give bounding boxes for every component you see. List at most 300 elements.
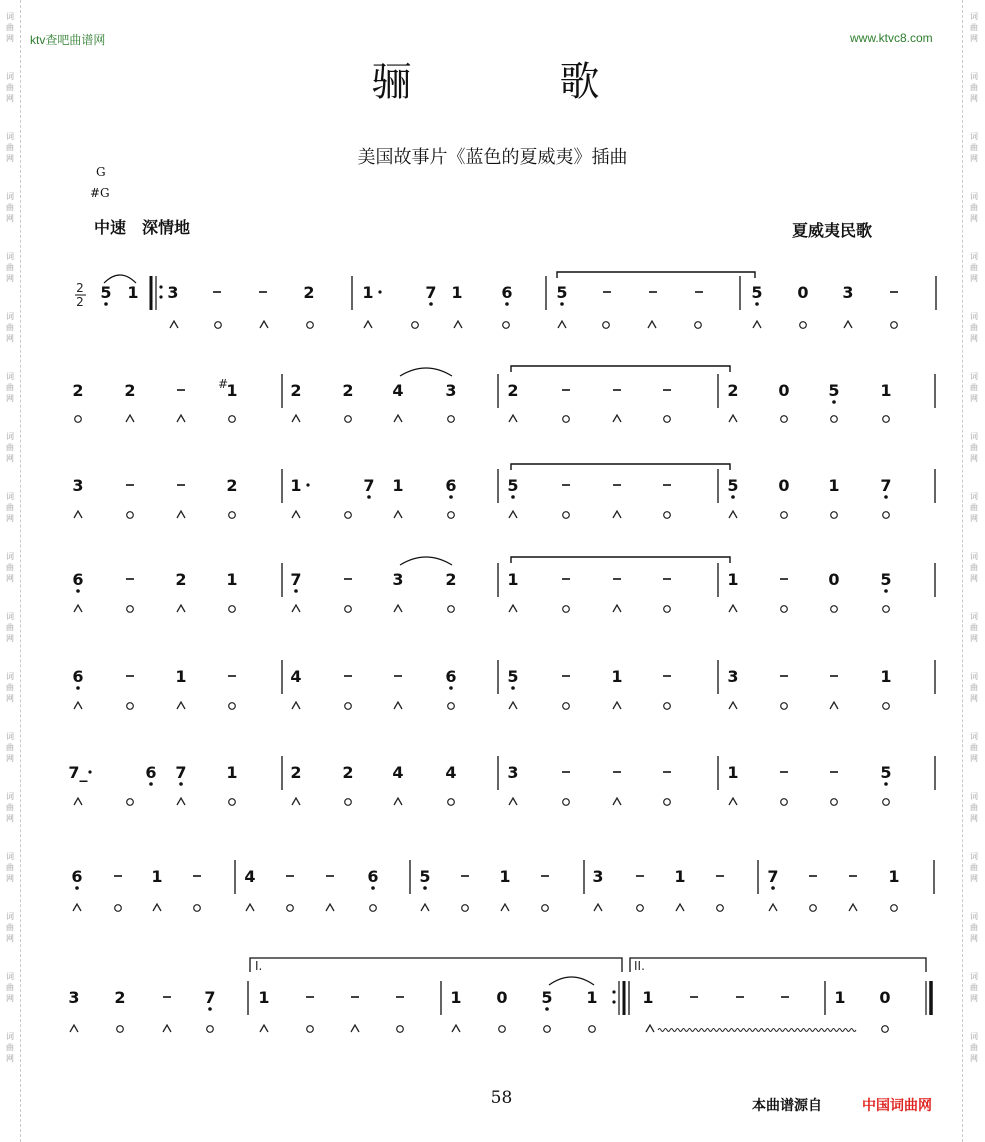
note-3: 3	[72, 476, 84, 495]
weak-beat-mark	[563, 416, 570, 423]
note-7_: 7_	[68, 763, 88, 782]
note-3: 3	[592, 867, 604, 886]
note-1: 1	[127, 283, 139, 302]
note-5: 5	[727, 476, 739, 495]
note-5: 5	[100, 283, 112, 302]
weak-beat-mark	[127, 799, 134, 806]
strong-beat-mark	[613, 702, 621, 709]
side-watermark-char: 网	[6, 574, 14, 583]
note-3: 3	[68, 988, 80, 1007]
low-octave-dot	[294, 589, 298, 593]
side-watermark-char: 词	[970, 252, 978, 261]
note-3: 3	[727, 667, 739, 686]
side-watermark-char: 曲	[6, 203, 14, 212]
low-octave-dot	[75, 886, 79, 890]
side-watermark-char: 词	[970, 732, 978, 741]
weak-beat-mark	[781, 606, 788, 613]
note-1: 1	[362, 283, 374, 302]
side-watermark-char: 曲	[970, 203, 978, 212]
note-6: 6	[71, 867, 83, 886]
note-1: 1	[586, 988, 598, 1007]
low-octave-dot	[76, 686, 80, 690]
note-1: 1	[226, 570, 238, 589]
note-7: 7	[363, 476, 375, 495]
weak-beat-mark	[831, 416, 838, 423]
low-octave-dot	[505, 302, 509, 306]
ktvc8-url-link[interactable]: www.ktvc8.com	[850, 31, 933, 45]
low-octave-dot	[371, 886, 375, 890]
strong-beat-mark	[74, 702, 82, 709]
note-2: 2	[290, 381, 302, 400]
strong-beat-mark	[170, 321, 178, 328]
key-signature-line1: G	[96, 165, 106, 179]
note-1: 1	[151, 867, 163, 886]
side-watermark-char: 词	[6, 1032, 14, 1041]
strong-beat-mark	[394, 798, 402, 805]
side-watermark-char: 曲	[6, 503, 14, 512]
note-0: 0	[828, 570, 840, 589]
strong-beat-mark	[394, 702, 402, 709]
strong-beat-mark	[729, 798, 737, 805]
low-octave-dot	[423, 886, 427, 890]
side-watermark-char: 曲	[6, 623, 14, 632]
side-watermark-char: 网	[6, 634, 14, 643]
side-watermark-char: 词	[6, 912, 14, 921]
side-watermark-char: 网	[970, 274, 978, 283]
strong-beat-mark	[729, 511, 737, 518]
strong-beat-mark	[594, 904, 602, 911]
side-watermark-char: 曲	[970, 263, 978, 272]
strong-beat-mark	[292, 415, 300, 422]
strong-beat-mark	[509, 415, 517, 422]
weak-beat-mark	[542, 905, 549, 912]
second-ending-bracket	[630, 958, 926, 972]
strong-beat-mark	[501, 904, 509, 911]
side-watermark-char: 曲	[6, 803, 14, 812]
low-octave-dot	[755, 302, 759, 306]
weak-beat-mark	[781, 703, 788, 710]
side-watermark-char: 词	[6, 432, 14, 441]
strong-beat-mark	[844, 321, 852, 328]
note-5: 5	[541, 988, 553, 1007]
side-watermark-char: 词	[6, 552, 14, 561]
note-7: 7	[880, 476, 892, 495]
side-watermark-char: 词	[970, 12, 978, 21]
weak-beat-mark	[462, 905, 469, 912]
weak-beat-mark	[127, 512, 134, 519]
augmentation-dot	[378, 290, 381, 293]
note-1: 1	[175, 667, 187, 686]
key-signature-line2: #G	[90, 186, 110, 200]
weak-beat-mark	[448, 799, 455, 806]
weak-beat-mark	[563, 606, 570, 613]
strong-beat-mark	[177, 702, 185, 709]
weak-beat-mark	[448, 703, 455, 710]
weak-beat-mark	[781, 512, 788, 519]
weak-beat-mark	[664, 799, 671, 806]
strong-beat-mark	[364, 321, 372, 328]
side-watermark-char: 曲	[6, 443, 14, 452]
side-watermark-char: 词	[970, 792, 978, 801]
weak-beat-mark	[883, 512, 890, 519]
weak-beat-mark	[397, 1026, 404, 1033]
note-6: 6	[445, 667, 457, 686]
side-watermark-char: 曲	[970, 563, 978, 572]
side-watermark-char: 词	[6, 72, 14, 81]
side-watermark-char: 词	[6, 672, 14, 681]
weak-beat-mark	[637, 905, 644, 912]
note-6: 6	[72, 667, 84, 686]
time-signature-top: 2	[76, 281, 84, 295]
strong-beat-mark	[509, 511, 517, 518]
strong-beat-mark	[613, 798, 621, 805]
note-1: 1	[226, 381, 238, 400]
side-watermark-char: 网	[970, 934, 978, 943]
note-4: 4	[244, 867, 256, 886]
tie-slur	[549, 977, 594, 985]
ktvc8-name-link[interactable]: ktv查吧曲谱网	[30, 33, 106, 47]
augmentation-dot	[306, 483, 309, 486]
weak-beat-mark	[831, 512, 838, 519]
side-watermark-char: 曲	[970, 623, 978, 632]
note-7: 7	[425, 283, 437, 302]
note-1: 1	[392, 476, 404, 495]
strong-beat-mark	[648, 321, 656, 328]
side-watermark-char: 网	[970, 34, 978, 43]
weak-beat-mark	[891, 905, 898, 912]
low-octave-dot	[208, 1007, 212, 1011]
weak-beat-mark	[883, 703, 890, 710]
strong-beat-mark	[394, 415, 402, 422]
side-watermark-char: 曲	[6, 23, 14, 32]
side-watermark-char: 网	[6, 874, 14, 883]
strong-beat-mark	[509, 605, 517, 612]
note-1: 1	[499, 867, 511, 886]
side-watermark-char: 词	[970, 612, 978, 621]
strong-beat-mark	[292, 702, 300, 709]
weak-beat-mark	[503, 322, 510, 329]
side-watermark-char: 词	[6, 972, 14, 981]
strong-beat-mark	[769, 904, 777, 911]
strong-beat-mark	[753, 321, 761, 328]
strong-beat-mark	[509, 702, 517, 709]
note-2: 2	[72, 381, 84, 400]
page-number: 58	[490, 1088, 513, 1108]
side-watermark-char: 曲	[970, 143, 978, 152]
side-watermark-char: 网	[6, 934, 14, 943]
weak-beat-mark	[664, 703, 671, 710]
first-ending-bracket	[250, 958, 622, 972]
weak-beat-mark	[345, 606, 352, 613]
note-2: 2	[226, 476, 238, 495]
side-watermark-char: 曲	[970, 683, 978, 692]
side-watermark-char: 网	[6, 94, 14, 103]
weak-beat-mark	[544, 1026, 551, 1033]
repeat-dot	[159, 295, 162, 298]
weak-beat-mark	[664, 416, 671, 423]
side-watermark-char: 曲	[970, 743, 978, 752]
note-7: 7	[767, 867, 779, 886]
side-watermark-char: 词	[970, 1032, 978, 1041]
note-4: 4	[392, 763, 404, 782]
note-5: 5	[419, 867, 431, 886]
side-watermark-char: 网	[6, 154, 14, 163]
side-watermark-char: 网	[6, 274, 14, 283]
strong-beat-mark	[246, 904, 254, 911]
side-watermark-char: 词	[6, 852, 14, 861]
weak-beat-mark	[810, 905, 817, 912]
side-watermark-char: 曲	[6, 923, 14, 932]
note-0: 0	[778, 381, 790, 400]
side-watermark-char: 网	[970, 454, 978, 463]
side-watermark-char: 曲	[6, 1043, 14, 1052]
weak-beat-mark	[117, 1026, 124, 1033]
side-watermark-char: 网	[6, 454, 14, 463]
strong-beat-mark	[421, 904, 429, 911]
weak-beat-mark	[215, 322, 222, 329]
strong-beat-mark	[452, 1025, 460, 1032]
weak-beat-mark	[883, 606, 890, 613]
strong-beat-mark	[326, 904, 334, 911]
strong-beat-mark	[177, 415, 185, 422]
weak-beat-mark	[882, 1026, 889, 1033]
note-7: 7	[204, 988, 216, 1007]
side-watermark-char: 词	[970, 852, 978, 861]
strong-beat-mark	[74, 605, 82, 612]
weak-beat-mark	[664, 512, 671, 519]
side-watermark-char: 网	[970, 694, 978, 703]
note-4: 4	[290, 667, 302, 686]
song-title: 骊 歌	[371, 59, 654, 105]
side-watermark-char: 词	[970, 132, 978, 141]
weak-beat-mark	[891, 322, 898, 329]
note-4: 4	[392, 381, 404, 400]
weak-beat-mark	[229, 799, 236, 806]
side-watermark-char: 网	[970, 1054, 978, 1063]
side-watermark-char: 网	[6, 1054, 14, 1063]
side-watermark-char: 词	[6, 732, 14, 741]
side-watermark-char: 网	[6, 514, 14, 523]
note-5: 5	[880, 763, 892, 782]
weak-beat-mark	[883, 799, 890, 806]
side-watermark-char: 曲	[970, 503, 978, 512]
weak-beat-mark	[194, 905, 201, 912]
strong-beat-mark	[177, 511, 185, 518]
note-1: 1	[880, 381, 892, 400]
side-watermark-char: 词	[6, 192, 14, 201]
weak-beat-mark	[207, 1026, 214, 1033]
first-ending-label: I.	[255, 959, 263, 973]
side-watermark-char: 网	[6, 394, 14, 403]
note-7: 7	[175, 763, 187, 782]
note-1: 1	[290, 476, 302, 495]
note-2: 2	[445, 570, 457, 589]
tie-slur	[104, 275, 136, 283]
note-2: 2	[114, 988, 126, 1007]
side-watermark-char: 词	[970, 552, 978, 561]
side-watermark-char: 词	[970, 972, 978, 981]
low-octave-dot	[449, 686, 453, 690]
side-watermark-char: 词	[970, 672, 978, 681]
weak-beat-mark	[563, 799, 570, 806]
weak-beat-mark	[589, 1026, 596, 1033]
strong-beat-mark	[260, 1025, 268, 1032]
note-6: 6	[145, 763, 157, 782]
song-subtitle: 美国故事片《蓝色的夏威夷》插曲	[357, 147, 628, 168]
side-watermark-char: 曲	[970, 83, 978, 92]
strong-beat-mark	[126, 415, 134, 422]
tie-slur	[400, 557, 452, 565]
strong-beat-mark	[509, 798, 517, 805]
weak-beat-mark	[229, 606, 236, 613]
weak-beat-mark	[127, 606, 134, 613]
side-watermark-char: 词	[970, 192, 978, 201]
strong-beat-mark	[558, 321, 566, 328]
weak-beat-mark	[448, 512, 455, 519]
strong-beat-mark	[163, 1025, 171, 1032]
low-octave-dot	[884, 495, 888, 499]
weak-beat-mark	[345, 416, 352, 423]
note-2: 2	[175, 570, 187, 589]
weak-beat-mark	[448, 416, 455, 423]
strong-beat-mark	[260, 321, 268, 328]
side-watermark-char: 曲	[970, 803, 978, 812]
note-2: 2	[290, 763, 302, 782]
strong-beat-mark	[74, 798, 82, 805]
weak-beat-mark	[307, 322, 314, 329]
note-0: 0	[797, 283, 809, 302]
note-3: 3	[842, 283, 854, 302]
low-octave-dot	[884, 589, 888, 593]
side-watermark-char: 曲	[970, 443, 978, 452]
side-watermark-char: 曲	[6, 383, 14, 392]
strong-beat-mark	[177, 605, 185, 612]
side-watermark-char: 曲	[6, 683, 14, 692]
low-octave-dot	[545, 1007, 549, 1011]
weak-beat-mark	[229, 703, 236, 710]
low-octave-dot	[179, 782, 183, 786]
long-tie-bracket	[511, 366, 730, 372]
side-watermark-char: 词	[970, 312, 978, 321]
tempo-marking: 中速 深情地	[94, 218, 191, 237]
note-1: 1	[674, 867, 686, 886]
strong-beat-mark	[394, 511, 402, 518]
side-watermark-char: 曲	[970, 323, 978, 332]
side-watermark-char: 网	[970, 514, 978, 523]
side-watermark-char: 词	[6, 492, 14, 501]
weak-beat-mark	[345, 703, 352, 710]
side-watermark-char: 曲	[970, 983, 978, 992]
side-watermark-char: 曲	[6, 563, 14, 572]
side-watermark-char: 网	[970, 814, 978, 823]
weak-beat-mark	[781, 416, 788, 423]
weak-beat-mark	[115, 905, 122, 912]
weak-beat-mark	[831, 606, 838, 613]
low-octave-dot	[104, 302, 108, 306]
side-watermark-char: 曲	[970, 1043, 978, 1052]
long-tie-bracket	[511, 464, 730, 470]
side-watermark-char: 网	[6, 34, 14, 43]
strong-beat-mark	[292, 605, 300, 612]
strong-beat-mark	[830, 702, 838, 709]
side-watermark-char: 网	[6, 694, 14, 703]
strong-beat-mark	[849, 904, 857, 911]
side-watermark-char: 网	[970, 154, 978, 163]
weak-beat-mark	[345, 799, 352, 806]
note-5: 5	[828, 381, 840, 400]
side-watermark-char: 曲	[6, 323, 14, 332]
weak-beat-mark	[499, 1026, 506, 1033]
note-1: 1	[727, 763, 739, 782]
note-6: 6	[367, 867, 379, 886]
strong-beat-mark	[613, 415, 621, 422]
weak-beat-mark	[603, 322, 610, 329]
note-6: 6	[501, 283, 513, 302]
strong-beat-mark	[73, 904, 81, 911]
side-watermark-char: 曲	[6, 143, 14, 152]
weak-beat-mark	[717, 905, 724, 912]
source-site-link[interactable]: 中国词曲网	[862, 1097, 932, 1113]
side-watermark-char: 词	[6, 372, 14, 381]
weak-beat-mark	[229, 416, 236, 423]
side-watermark-char: 网	[970, 574, 978, 583]
weak-beat-mark	[412, 322, 419, 329]
note-2: 2	[727, 381, 739, 400]
low-octave-dot	[511, 495, 515, 499]
side-watermark-char: 词	[970, 912, 978, 921]
note-1: 1	[888, 867, 900, 886]
note-2: 2	[507, 381, 519, 400]
time-signature-bottom: 2	[76, 295, 84, 309]
side-watermark-char: 词	[970, 72, 978, 81]
strong-beat-mark	[729, 415, 737, 422]
low-octave-dot	[884, 782, 888, 786]
side-watermark-char: 词	[6, 12, 14, 21]
side-watermark-char: 网	[6, 814, 14, 823]
note-5: 5	[556, 283, 568, 302]
side-watermark-char: 词	[6, 312, 14, 321]
tremolo-wave-mark	[658, 1029, 856, 1032]
augmentation-dot	[88, 770, 91, 773]
low-octave-dot	[511, 686, 515, 690]
note-3: 3	[167, 283, 179, 302]
side-watermark-char: 网	[6, 334, 14, 343]
note-3: 3	[392, 570, 404, 589]
long-tie-bracket	[511, 557, 730, 563]
side-watermark-char: 网	[970, 994, 978, 1003]
strong-beat-mark	[292, 798, 300, 805]
strong-beat-mark	[351, 1025, 359, 1032]
note-0: 0	[496, 988, 508, 1007]
strong-beat-mark	[646, 1025, 654, 1032]
strong-beat-mark	[70, 1025, 78, 1032]
side-watermark-char: 词	[6, 612, 14, 621]
weak-beat-mark	[831, 799, 838, 806]
note-2: 2	[342, 763, 354, 782]
side-watermark-char: 曲	[970, 383, 978, 392]
weak-beat-mark	[307, 1026, 314, 1033]
low-octave-dot	[771, 886, 775, 890]
long-tie-bracket	[557, 272, 755, 278]
note-1: 1	[834, 988, 846, 1007]
weak-beat-mark	[287, 905, 294, 912]
side-watermark-char: 曲	[6, 983, 14, 992]
weak-beat-mark	[448, 606, 455, 613]
note-2: 2	[303, 283, 315, 302]
note-3: 3	[507, 763, 519, 782]
note-1: 1	[828, 476, 840, 495]
side-watermark-char: 网	[970, 94, 978, 103]
